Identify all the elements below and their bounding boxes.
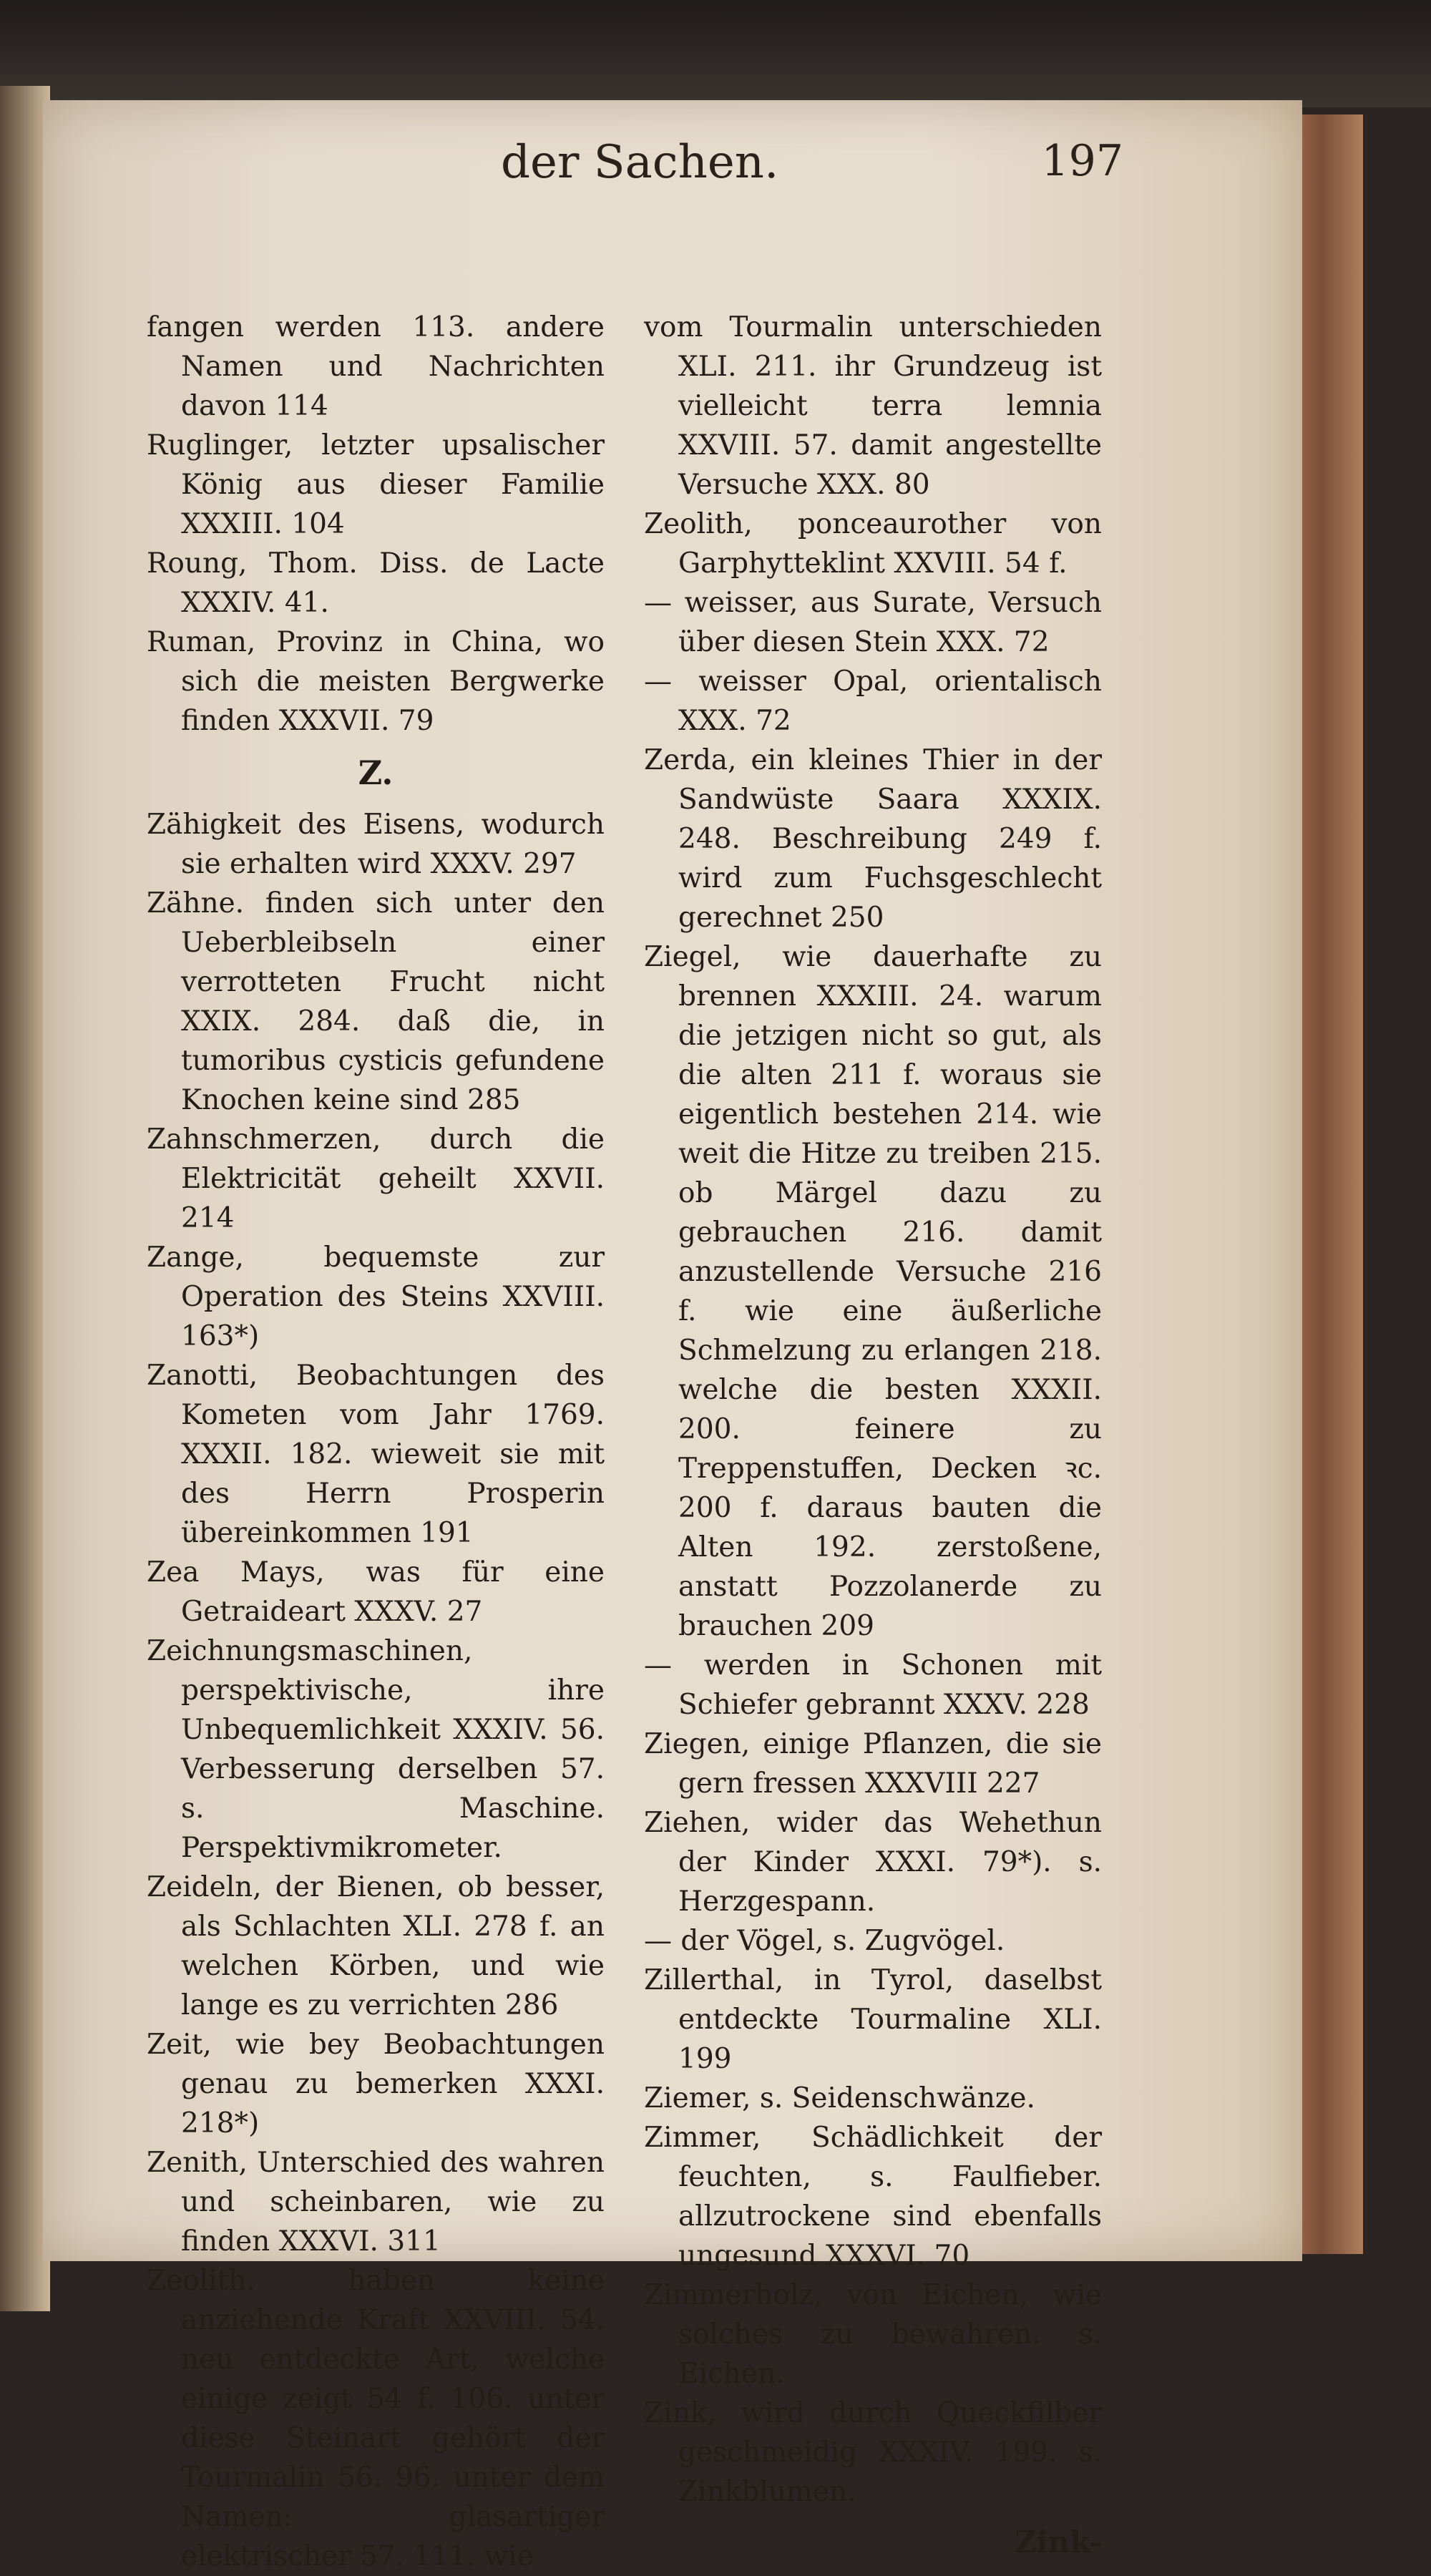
- index-entry: Zahnschmerzen, durch die Elektricität geheilt XXVII. 214: [147, 1123, 605, 1234]
- catchword: Zink-: [1015, 2524, 1102, 2560]
- index-entry: Zeit, wie bey Beobachtungen genau zu bemerken XXXI. 218*): [147, 2029, 605, 2140]
- index-entry: Zeolith, ponceaurother von Garphytteklint XXVIII. 54 f.: [644, 508, 1102, 580]
- index-entry: Ruman, Provinz in China, wo sich die meisten Bergwerke finden XXXVII. 79: [147, 626, 605, 737]
- index-entry: Zähne. finden sich unter den Ueberbleibseln einer verrotteten Frucht nicht XXIX. 284. daß die, in tumoribus cysticis gefundene Knochen keine sind 285: [147, 887, 605, 1116]
- index-entry: Zenith, Unterschied des wahren und scheinbaren, wie zu finden XXXVI. 311: [147, 2147, 605, 2258]
- index-entry: Ziegen, einige Pflanzen, die sie gern fressen XXXVIII 227: [644, 1728, 1102, 1800]
- index-entry: — werden in Schonen mit Schiefer gebrannt XXXV. 228: [644, 1649, 1102, 1721]
- index-entry: Zink, wird durch Queckfilber geschmeidig XXXIV. 199. s. Zinkblumen.: [644, 2397, 1102, 2508]
- index-entry: Zillerthal, in Tyrol, daselbst entdeckte Tourmaline XLI. 199: [644, 1964, 1102, 2075]
- index-entry: Ziegel, wie dauerhafte zu brennen XXXIII. 24. warum die jetzigen nicht so gut, als die alten 211 f. woraus sie eigentlich bestehen 214. wie weit die Hitze zu treiben 215. ob Märgel dazu zu gebrauchen 216. damit anzustellende Versuche 216 f. wie eine äußerliche Schmelzung zu erlangen 218. welche die besten XXXII. 200. feinere zu Treppenstuffen, Decken ꝛc. 200 f. daraus bauten die Alten 192. zerstoßene, anstatt Pozzolanerde zu brauchen 209: [644, 941, 1102, 1642]
- index-entry: — der Vögel, s. Zugvögel.: [644, 1925, 1005, 1957]
- section-letter: Z.: [358, 753, 394, 792]
- index-entry: Zange, bequemste zur Operation des Steins XXVIII. 163*): [147, 1241, 605, 1352]
- index-entry: Zanotti, Beobachtungen des Kometen vom Jahr 1769. XXXII. 182. wieweit sie mit des Herrn Prosperin übereinkommen 191: [147, 1360, 605, 1549]
- backdrop: [0, 0, 1431, 107]
- index-entry: Zeolith. haben keine anziehende Kraft XXVIII. 54. neu entdeckte Art, welche einige zeigt 54 f. 106. unter diese Steinart gehört der Tourmalin 56. 96. unter dem Namen: glasartiger elektrischer 57. 111. wie: [147, 2265, 605, 2572]
- index-entry: Zea Mays, was für eine Getraideart XXXV. 27: [147, 1556, 605, 1628]
- index-entry: Ruglinger, letzter upsalischer König aus dieser Familie XXXIII. 104: [147, 429, 605, 540]
- index-entry: — weisser, aus Surate, Versuch über diesen Stein XXX. 72: [644, 587, 1102, 658]
- index-entry: vom Tourmalin unterschieden XLI. 211. ihr Grundzeug ist vielleicht terra lemnia XXVIII. 57. damit angestellte Versuche XXX. 80: [644, 311, 1102, 501]
- running-title: der Sachen.: [501, 136, 779, 189]
- index-column-left: [147, 308, 605, 2572]
- index-entry: fangen werden 113. andere Namen und Nachrichten davon 114: [147, 311, 605, 422]
- index-entry: Zimmerholz, von Eichen, wie solches zu bewahren. s. Eichen.: [644, 2279, 1102, 2390]
- index-entry: Zeichnungsmaschinen, perspektivische, ihre Unbequemlichkeit XXXIV. 56. Verbesserung derselben 57. s. Maschine. Perspektivmikrometer.: [147, 1635, 605, 1864]
- index-entry: Ziemer, s. Seidenschwänze.: [644, 2082, 1035, 2114]
- index-entry: Zimmer, Schädlichkeit der feuchten, s. Faulfieber. allzutrockene sind ebenfalls ungesund XXXVI. 70: [644, 2122, 1102, 2272]
- index-entry: Zeideln, der Bienen, ob besser, als Schlachten XLI. 278 f. an welchen Körben, und wie lange es zu verrichten 286: [147, 1871, 605, 2021]
- page-header: [0, 136, 1431, 215]
- index-entry: Zähigkeit des Eisens, wodurch sie erhalten wird XXXV. 297: [147, 809, 605, 880]
- page-number: 197: [1041, 136, 1123, 186]
- index-entry: Zerda, ein kleines Thier in der Sandwüste Saara XXXIX. 248. Beschreibung 249 f. wird zum Fuchsgeschlecht gerechnet 250: [644, 744, 1102, 934]
- index-entry: Roung, Thom. Diss. de Lacte XXXIV. 41.: [147, 547, 605, 619]
- index-column-right: [644, 308, 1102, 2560]
- index-entry: Ziehen, wider das Wehethun der Kinder XXXI. 79*). s. Herzgespann.: [644, 1807, 1102, 1918]
- index-entry: — weisser Opal, orientalisch XXX. 72: [644, 665, 1102, 737]
